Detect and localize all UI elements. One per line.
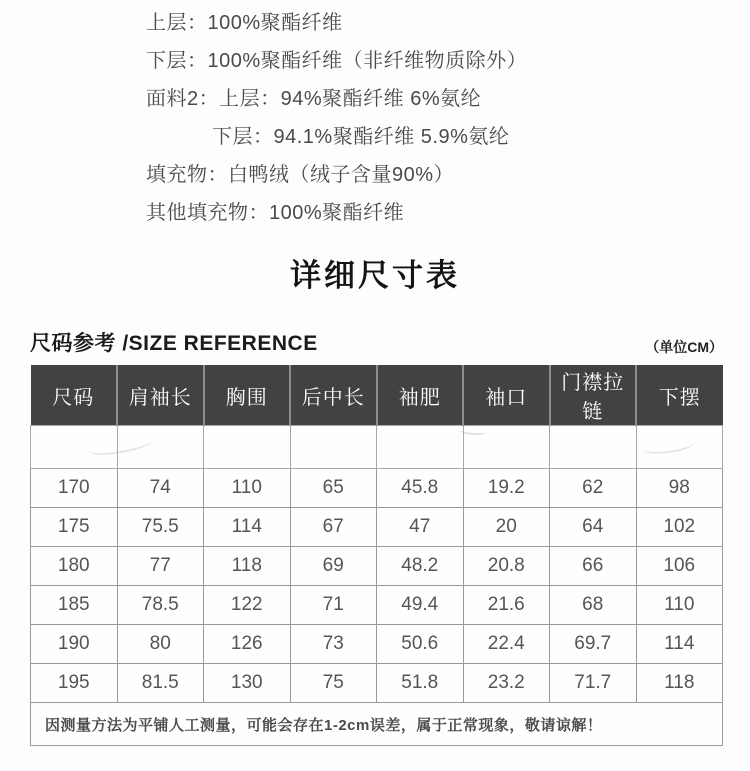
table-cell: 69 — [290, 547, 377, 586]
size-table-head — [31, 365, 723, 426]
table-cell: 69.7 — [550, 625, 637, 664]
table-cell: 77 — [117, 547, 204, 586]
table-cell: 126 — [204, 625, 291, 664]
table-cell: 65 — [290, 469, 377, 508]
table-cell: 106 — [636, 547, 723, 586]
table-cell: 110 — [636, 586, 723, 625]
table-cell: 98 — [636, 469, 723, 508]
table-note-row — [31, 703, 723, 746]
column-header: 肩袖长 — [117, 365, 204, 426]
size-reference-heading-row — [30, 327, 723, 357]
table-row — [31, 625, 723, 664]
column-header: 下摆 — [636, 365, 723, 426]
measurement-note: 因测量方法为平铺人工测量，可能会存在1-2cm误差，属于正常现象，敬请谅解！ — [31, 703, 723, 746]
table-cell: 118 — [204, 547, 291, 586]
table-cell: 78.5 — [117, 586, 204, 625]
table-cell: 81.5 — [117, 664, 204, 703]
table-cell: 67 — [290, 508, 377, 547]
table-row — [31, 508, 723, 547]
column-header: 后中长 — [290, 365, 377, 426]
column-header: 袖肥 — [377, 365, 464, 426]
size-table-container — [30, 365, 723, 746]
material-line: 填充物：白鸭绒（绒子含量90%） — [146, 164, 455, 186]
table-cell: 74 — [117, 469, 204, 508]
size-reference-heading: 尺码参考 /SIZE REFERENCE — [30, 332, 318, 355]
table-cell: 22.4 — [463, 625, 550, 664]
size-table-header-row — [31, 365, 723, 426]
column-header: 门襟拉链 — [550, 365, 637, 426]
table-cell-blank — [117, 426, 204, 469]
material-line: 下层：100%聚酯纤维（非纤维物质除外） — [146, 50, 528, 72]
size-table-body — [31, 426, 723, 746]
table-cell: 195 — [31, 664, 118, 703]
table-cell: 175 — [31, 508, 118, 547]
table-cell: 62 — [550, 469, 637, 508]
table-cell: 170 — [31, 469, 118, 508]
table-cell-blank — [204, 426, 291, 469]
material-info — [0, 0, 750, 224]
table-cell-blank — [463, 426, 550, 469]
table-cell-blank — [31, 426, 118, 469]
table-cell: 185 — [31, 586, 118, 625]
column-header: 袖口 — [463, 365, 550, 426]
table-cell: 73 — [290, 625, 377, 664]
table-row — [31, 547, 723, 586]
table-cell: 50.6 — [377, 625, 464, 664]
table-cell: 48.2 — [377, 547, 464, 586]
table-cell: 75 — [290, 664, 377, 703]
table-cell: 45.8 — [377, 469, 464, 508]
table-cell: 20.8 — [463, 547, 550, 586]
material-line: 其他填充物：100%聚酯纤维 — [146, 202, 405, 224]
table-cell: 71.7 — [550, 664, 637, 703]
column-header: 尺码 — [31, 365, 118, 426]
table-cell-blank — [377, 426, 464, 469]
table-cell: 49.4 — [377, 586, 464, 625]
unit-label: （单位CM） — [645, 339, 723, 355]
table-cell-blank — [550, 426, 637, 469]
table-cell: 118 — [636, 664, 723, 703]
table-cell: 68 — [550, 586, 637, 625]
table-cell: 64 — [550, 508, 637, 547]
table-cell-blank — [290, 426, 377, 469]
material-line: 面料2：上层：94%聚酯纤维 6%氨纶 — [146, 88, 482, 110]
material-line: 上层：100%聚酯纤维 — [146, 12, 343, 34]
table-cell: 71 — [290, 586, 377, 625]
table-cell: 114 — [636, 625, 723, 664]
table-cell: 75.5 — [117, 508, 204, 547]
size-table — [30, 365, 723, 746]
table-cell: 180 — [31, 547, 118, 586]
table-cell: 190 — [31, 625, 118, 664]
page-title: 详细尺寸表 — [290, 258, 460, 293]
table-cell: 122 — [204, 586, 291, 625]
table-row — [31, 469, 723, 508]
table-row — [31, 586, 723, 625]
table-cell: 130 — [204, 664, 291, 703]
table-cell: 19.2 — [463, 469, 550, 508]
table-cell: 66 — [550, 547, 637, 586]
table-cell: 23.2 — [463, 664, 550, 703]
table-cell: 21.6 — [463, 586, 550, 625]
table-cell-blank — [636, 426, 723, 469]
table-cell: 102 — [636, 508, 723, 547]
table-row-blank — [31, 426, 723, 469]
table-cell: 51.8 — [377, 664, 464, 703]
table-row — [31, 664, 723, 703]
column-header: 胸围 — [204, 365, 291, 426]
material-line: 下层：94.1%聚酯纤维 5.9%氨纶 — [212, 126, 510, 148]
table-cell: 20 — [463, 508, 550, 547]
table-cell: 114 — [204, 508, 291, 547]
table-cell: 80 — [117, 625, 204, 664]
table-cell: 47 — [377, 508, 464, 547]
table-cell: 110 — [204, 469, 291, 508]
